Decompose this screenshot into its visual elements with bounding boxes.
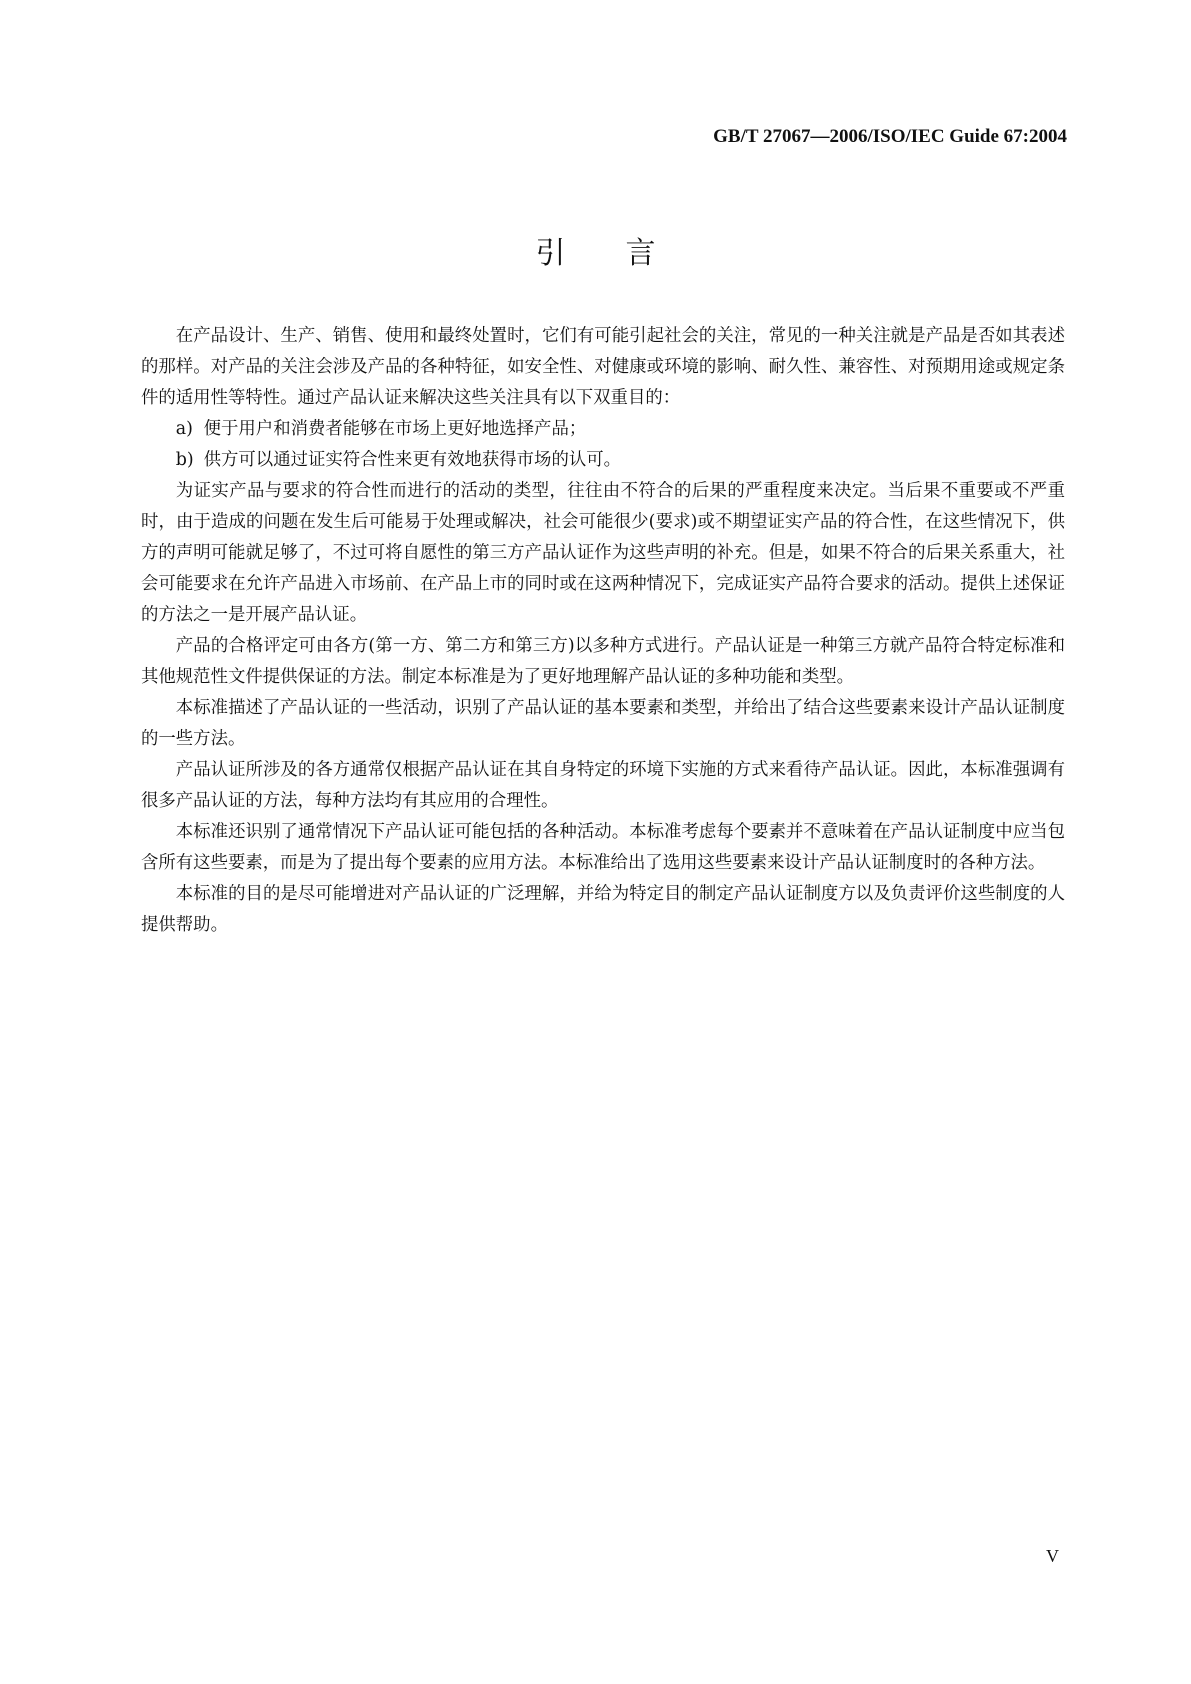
paragraph-1: 在产品设计、生产、销售、使用和最终处置时，它们有可能引起社会的关注，常见的一种关注就是产品是否如其表述的那样。对产品的关注会涉及产品的各种特征，如安全性、对健康或环境的影响、耐久性、兼容性、对预期用途或规定条件的适用性等特性。通过产品认证来解决这些关注具有以下双重目的： bbox=[141, 326, 1065, 408]
list-item-b bbox=[141, 445, 1065, 476]
document-body bbox=[141, 321, 1065, 941]
list-text-b: 供方可以通过证实符合性来更有效地获得市场的认可。 bbox=[203, 450, 622, 470]
paragraph-2: 为证实产品与要求的符合性而进行的活动的类型，往往由不符合的后果的严重程度来决定。当后果不重要或不严重时，由于造成的问题在发生后可能易于处理或解决，社会可能很少(要求)或不期望证实产品的符合性，在这些情况下，供方的声明可能就足够了，不过可将自愿性的第三方产品认证作为这些声明的补充。但是，如果不符合的后果关系重大，社会可能要求在允许产品进入市场前、在产品上市的同时或在这两种情况下，完成证实产品符合要求的活动。提供上述保证的方法之一是开展产品认证。 bbox=[141, 481, 1065, 625]
paragraph-3: 产品的合格评定可由各方(第一方、第二方和第三方)以多种方式进行。产品认证是一种第三方就产品符合特定标准和其他规范性文件提供保证的方法。制定本标准是为了更好地理解产品认证的多种功能和类型。 bbox=[141, 636, 1065, 687]
page-title: 引言 bbox=[535, 236, 716, 271]
list-item-a bbox=[141, 414, 1065, 445]
list-text-a: 便于用户和消费者能够在市场上更好地选择产品； bbox=[203, 419, 587, 439]
paragraph-7: 本标准的目的是尽可能增进对产品认证的广泛理解，并给为特定目的制定产品认证制度方以及负责评价这些制度的人提供帮助。 bbox=[141, 884, 1065, 935]
list-marker-b: b) bbox=[175, 450, 194, 470]
page-number: V bbox=[1046, 1546, 1059, 1566]
paragraph-5: 产品认证所涉及的各方通常仅根据产品认证在其自身特定的环境下实施的方式来看待产品认证。因此，本标准强调有很多产品认证的方法，每种方法均有其应用的合理性。 bbox=[141, 760, 1065, 811]
list-marker-a: a) bbox=[175, 419, 193, 439]
standard-code-header: GB/T 27067—2006/ISO/IEC Guide 67:2004 bbox=[713, 126, 1067, 147]
paragraph-6: 本标准还识别了通常情况下产品认证可能包括的各种活动。本标准考虑每个要素并不意味着在产品认证制度中应当包含所有这些要素，而是为了提出每个要素的应用方法。本标准给出了选用这些要素来设计产品认证制度时的各种方法。 bbox=[141, 822, 1065, 873]
paragraph-4: 本标准描述了产品认证的一些活动，识别了产品认证的基本要素和类型，并给出了结合这些要素来设计产品认证制度的一些方法。 bbox=[141, 698, 1065, 749]
